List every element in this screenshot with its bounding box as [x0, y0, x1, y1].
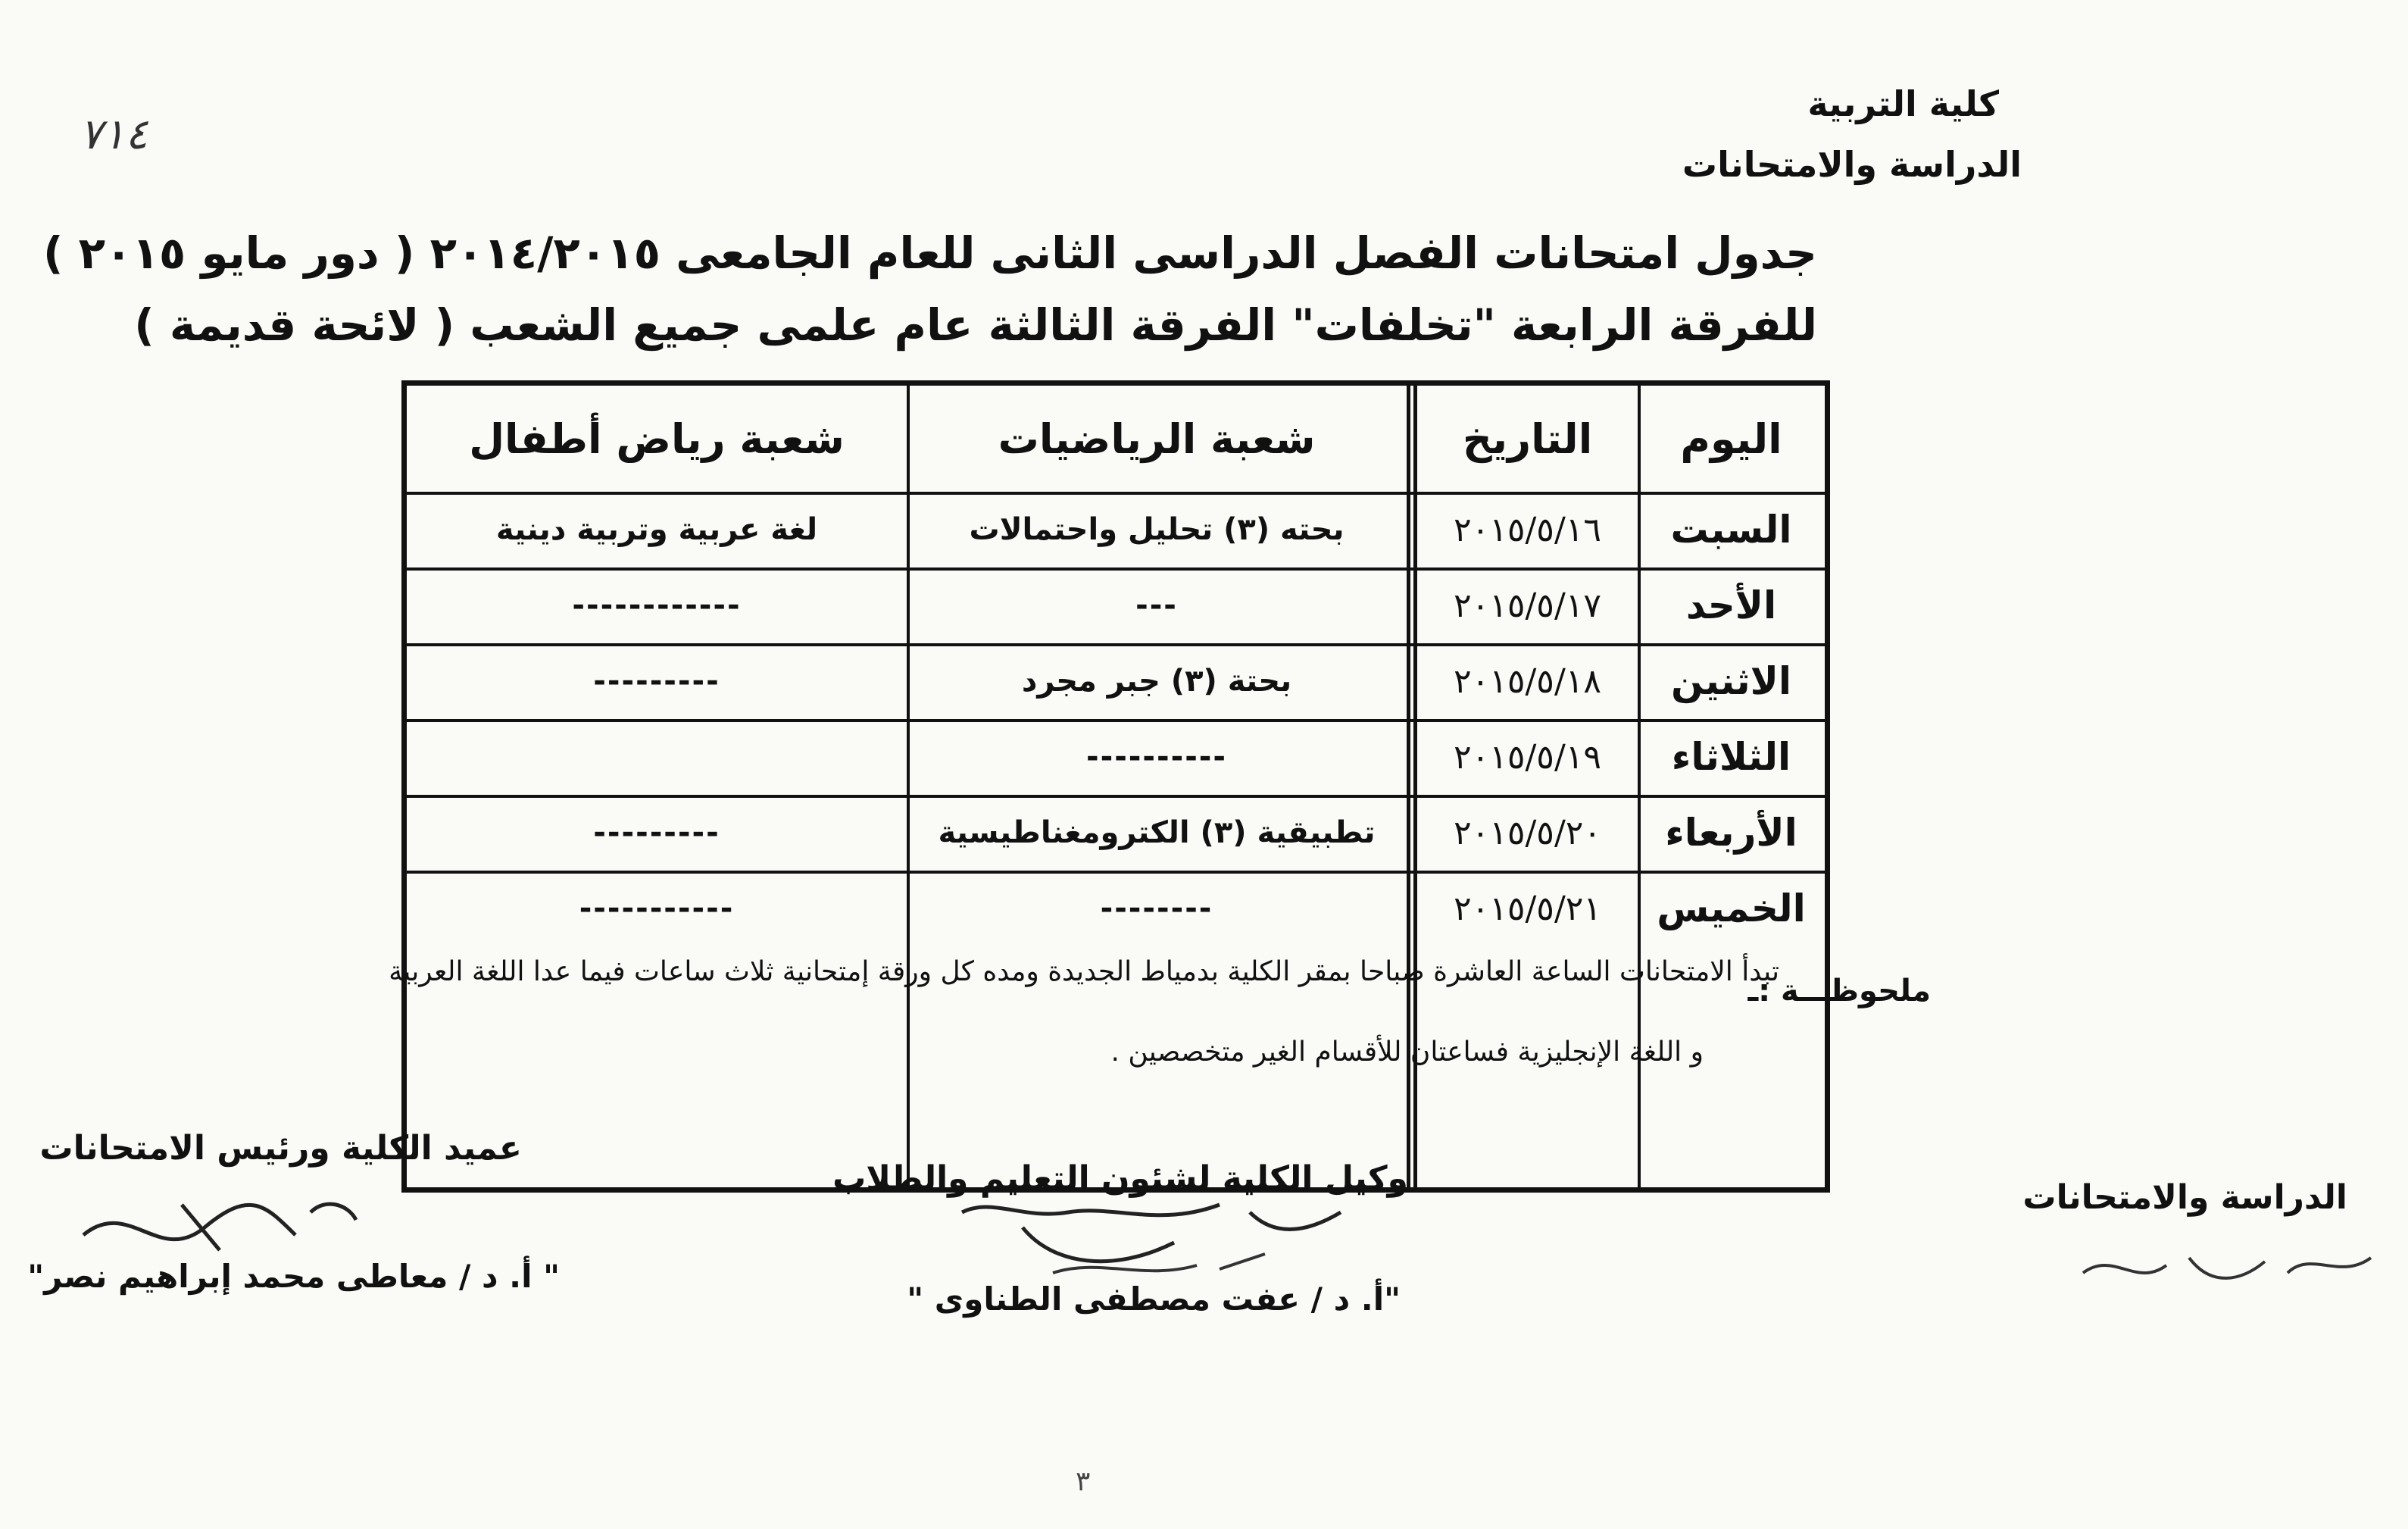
vice-dean-signature — [947, 1182, 1371, 1288]
dean-title: عميد الكلية ورئيس الامتحانات — [39, 1129, 522, 1168]
table-row-date: ٢٠١٥/٥/٢١ — [1453, 889, 1602, 928]
table-row-day: الاثنين — [1671, 659, 1791, 703]
table-row-math: بحتة (٣) جبر مجرد — [1021, 664, 1292, 699]
handwritten-page-number: ٧١٤ — [80, 110, 148, 159]
table-row-day: الخميس — [1657, 886, 1806, 930]
schedule-title-line2: للفرقة الرابعة "تخلفات" الفرقة الثالثة عام علمى جميع الشعب ( لائحة قديمة ) — [134, 299, 1817, 351]
table-row-kindergarten: ----------- — [579, 891, 735, 926]
college-name: كلية التربية — [1807, 83, 1999, 124]
table-row-math: -------- — [1100, 891, 1213, 926]
note-label: ملحوظـــة :ـ — [1747, 974, 1931, 1008]
note-line2: و اللغة الإنجليزية فساعتان للأقسام الغير متخصصين . — [1110, 1037, 1704, 1068]
table-row-date: ٢٠١٥/٥/١٧ — [1453, 586, 1602, 625]
table-row-day: السبت — [1670, 508, 1792, 552]
table-row-day: الأربعاء — [1665, 811, 1797, 855]
table-row-date: ٢٠١٥/٥/١٦ — [1453, 510, 1602, 549]
table-row-kindergarten: لغة عربية وتربية دينية — [495, 512, 818, 547]
table-row-kindergarten: --------- — [593, 664, 720, 699]
table-row-date: ٢٠١٥/٥/١٨ — [1453, 661, 1602, 701]
table-row-math: بحته (٣) تحليل واحتمالات — [969, 512, 1345, 547]
table-row-kindergarten: ------------ — [572, 588, 742, 623]
dean-signature — [68, 1182, 371, 1265]
table-row-kindergarten — [407, 719, 907, 795]
page-footer-number: ٣ — [1076, 1466, 1091, 1497]
header-kindergarten: شعبة رياض أطفال — [469, 414, 845, 463]
exams-dept-title: الدراسة والامتحانات — [2022, 1178, 2347, 1217]
table-row-date: ٢٠١٥/٥/٢٠ — [1453, 813, 1602, 852]
header-date: التاريخ — [1462, 414, 1593, 463]
header-math: شعبة الرياضيات — [998, 414, 1316, 463]
table-row-day: الأحد — [1685, 583, 1777, 627]
header-day: اليوم — [1680, 414, 1782, 463]
vice-dean-title: وكيل الكلية لشئون التعليم والطلاب — [832, 1159, 1408, 1198]
schedule-title-line1: جدول امتحانات الفصل الدراسى الثانى للعام الجامعى ٢٠١٤/٢٠١٥ ( دور مايو ٢٠١٥ ) — [42, 227, 1817, 279]
exam-schedule-table — [401, 380, 1830, 1193]
vice-dean-name: "أ. د / عفت مصطفى الطناوى " — [907, 1280, 1401, 1318]
exams-dept-signature — [2068, 1227, 2386, 1303]
table-row-math: ---------- — [1085, 739, 1227, 774]
table-row-math: تطبيقية (٣) الكترومغناطيسية — [938, 815, 1376, 850]
note-line1: تبدأ الامتحانات الساعة العاشرة صباحا بمقر الكلية بدمياط الجديدة ومده كل ورقة إمتحانية ثلاث ساعات فيما عدا اللغة العربية — [389, 956, 1779, 987]
department-name: الدراسة والامتحانات — [1682, 144, 2022, 185]
table-row-day: الثلاثاء — [1671, 735, 1791, 779]
table-row-date: ٢٠١٥/٥/١٩ — [1453, 737, 1602, 777]
table-row-kindergarten: --------- — [593, 815, 720, 850]
dean-name: " أ. د / معاطى محمد إبراهيم نصر" — [27, 1258, 560, 1295]
table-row-math: --- — [1135, 588, 1178, 623]
